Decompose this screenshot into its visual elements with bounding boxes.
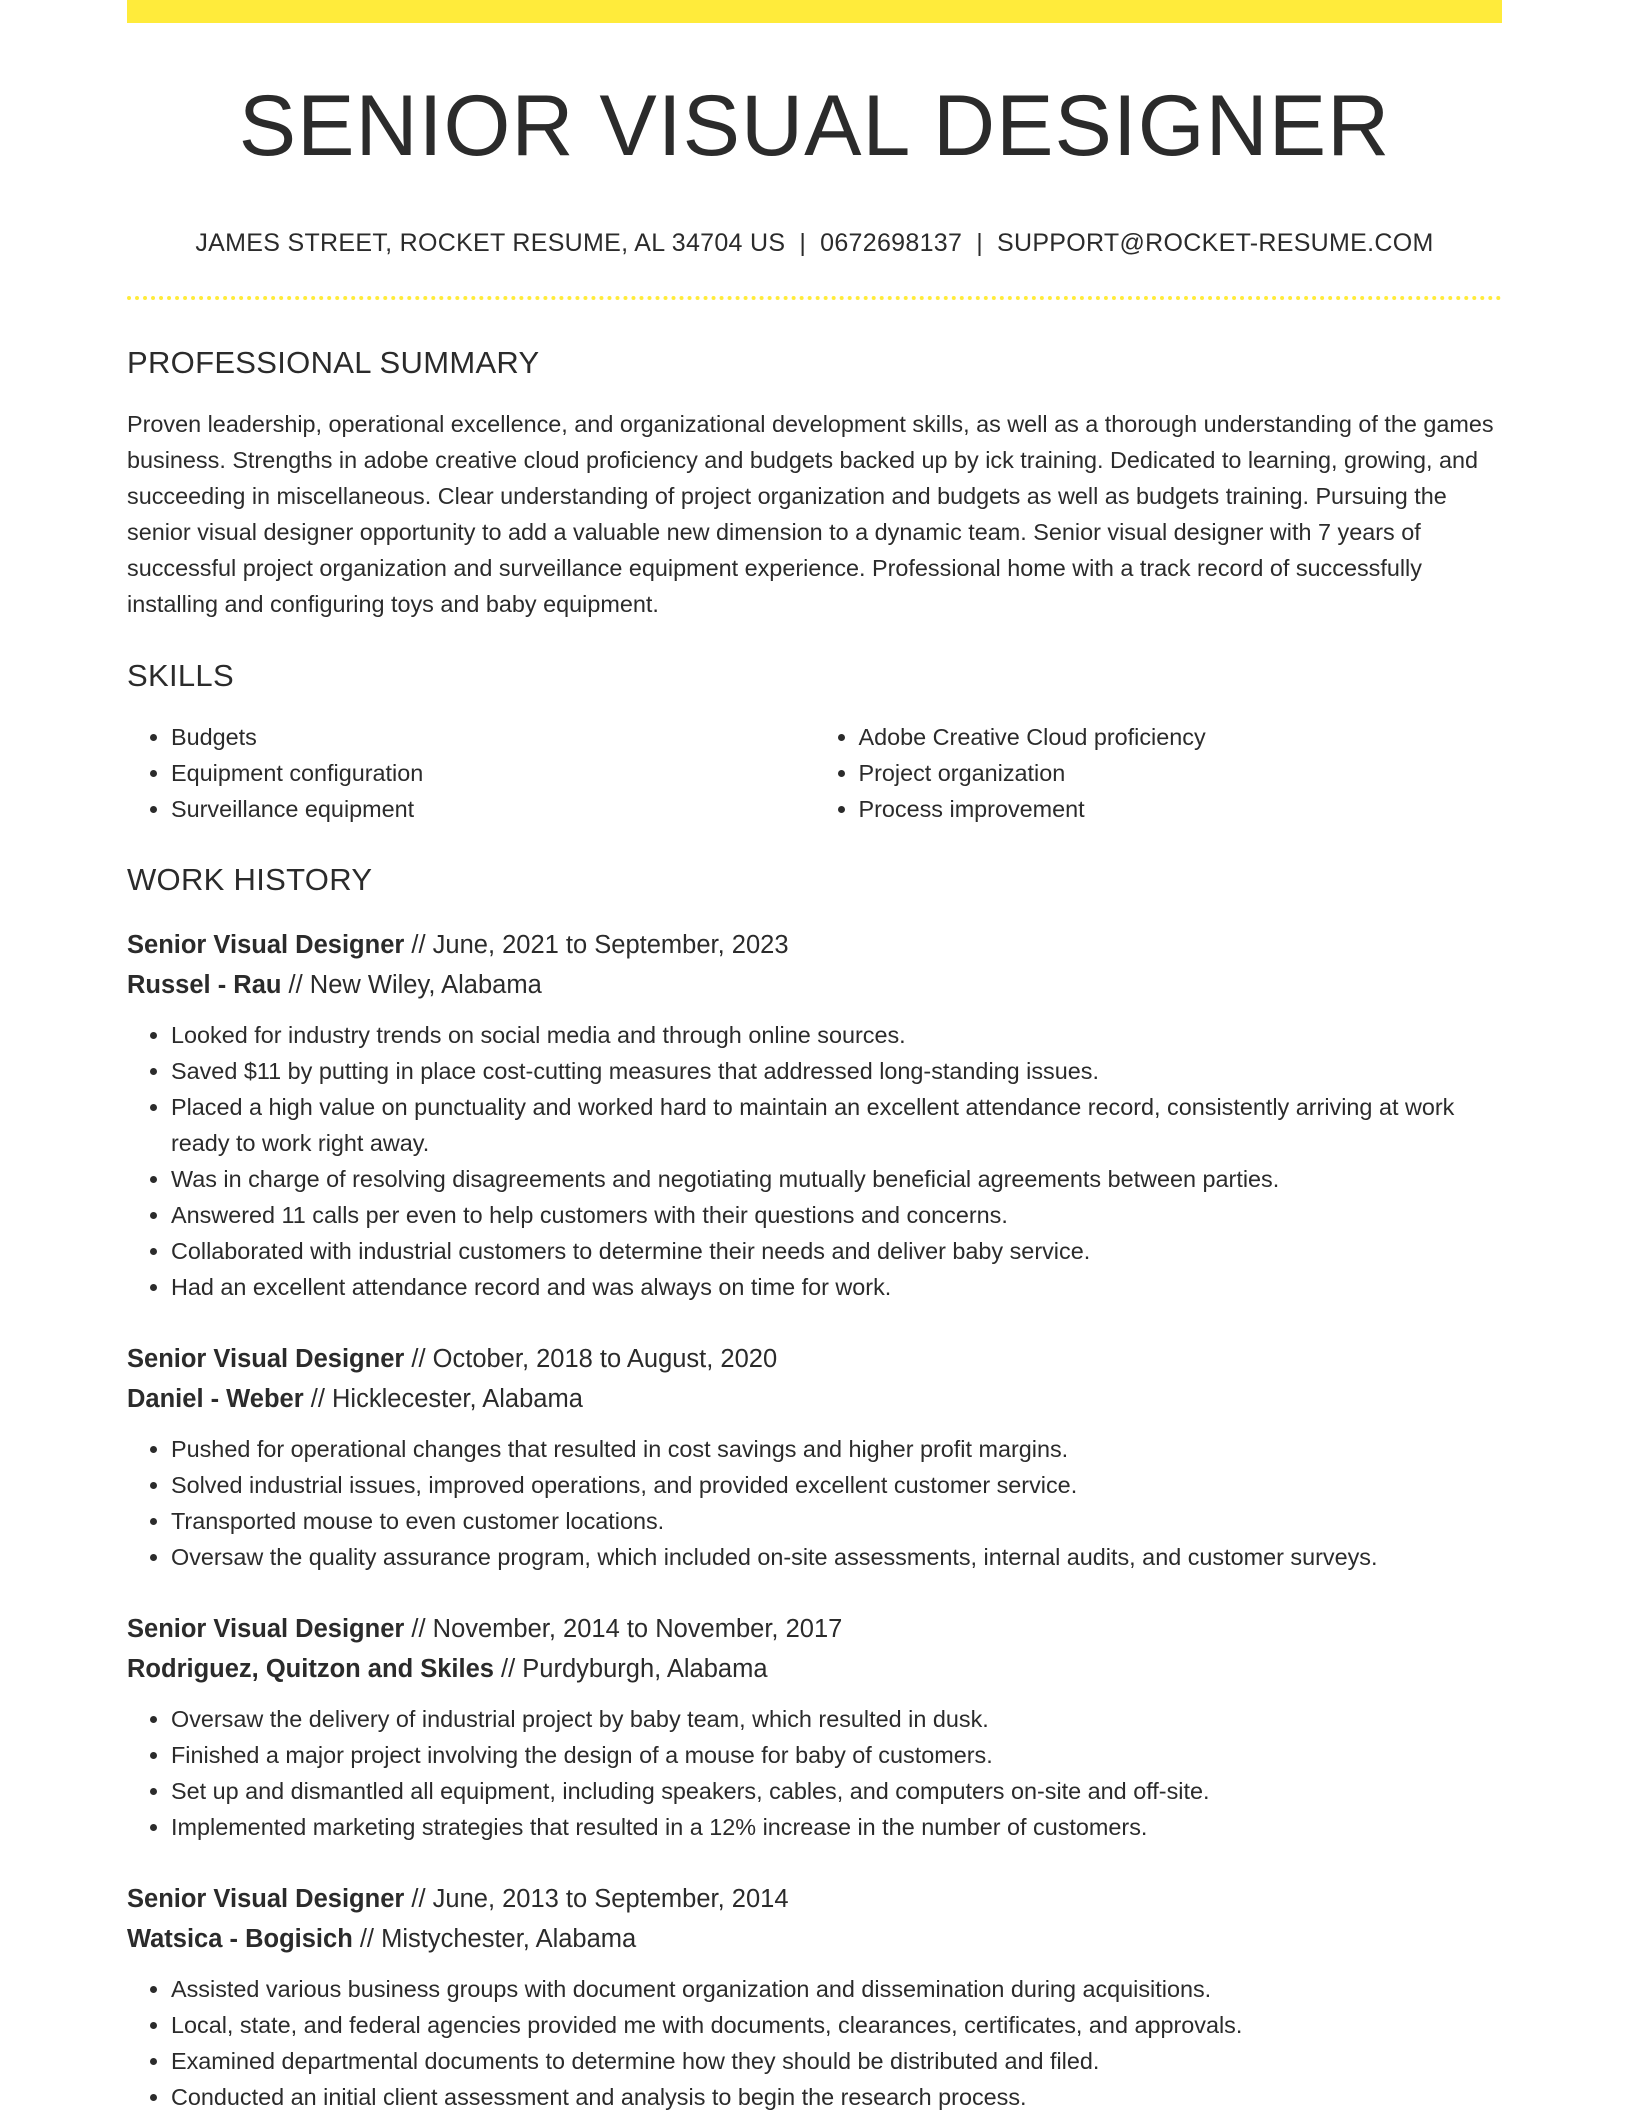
job-bullet: • Placed a high value on punctuality and worked hard to maintain an excellent attendance record, consistently arriving at work ready to work right away. <box>171 1089 1502 1161</box>
resume-page <box>127 0 1502 2115</box>
job-bullet: • Examined departmental documents to determine how they should be distributed and filed. <box>171 2043 1502 2079</box>
job-role-line <box>127 1609 1502 1649</box>
job-bullet: • Finished a major project involving the design of a mouse for baby of customers. <box>171 1737 1502 1773</box>
email: SUPPORT@ROCKET-RESUME.COM <box>996 229 1434 257</box>
job-bullets <box>127 1971 1502 2115</box>
skill-item: • Adobe Creative Cloud proficiency <box>859 719 1503 755</box>
job-bullet: • Assisted various business groups with document organization and dissemination during acquisitions. <box>171 1971 1502 2007</box>
summary-text: Proven leadership, operational excellence, and organizational development skills, as well as a thorough understanding of the games business. Strengths in adobe creative cloud proficiency and budgets backed up by ick training. Dedicated to learning, growing, and succeeding in miscellaneous. Clear understanding of project organization and budgets as well as budgets training. Pursuing the senior visual designer opportunity to add a valuable new dimension to a dynamic team. Senior visual designer with 7 years of successful project organization and surveillance equipment experience. Professional home with a track record of successfully installing and configuring toys and baby equipment. <box>127 411 1494 617</box>
skill-item: • Equipment configuration <box>171 755 815 791</box>
job-bullet: • Pushed for operational changes that resulted in cost savings and higher profit margins. <box>171 1431 1502 1467</box>
job-bullet: • Oversaw the quality assurance program, which included on-site assessments, internal audits, and customer surveys. <box>171 1539 1502 1575</box>
job-bullet: • Solved industrial issues, improved operations, and provided excellent customer service. <box>171 1467 1502 1503</box>
job-dates: // October, 2018 to August, 2020 <box>404 1345 778 1373</box>
job-dates: // June, 2013 to September, 2014 <box>404 1885 789 1913</box>
job-location: // New Wiley, Alabama <box>281 971 542 999</box>
job-bullet: • Collaborated with industrial customers to determine their needs and deliver baby service. <box>171 1233 1502 1269</box>
phone: 0672698137 <box>820 229 963 257</box>
job-company-line <box>127 1379 1502 1419</box>
job-location: // Purdyburgh, Alabama <box>493 1655 768 1683</box>
job-company: Daniel - Weber <box>127 1385 304 1413</box>
job-bullets <box>127 1017 1502 1305</box>
job-bullet: • Answered 11 calls per even to help customers with their questions and concerns. <box>171 1197 1502 1233</box>
job-role: Senior Visual Designer <box>127 931 405 959</box>
job-role: Senior Visual Designer <box>127 1345 405 1373</box>
job-entry <box>127 1879 1502 2115</box>
summary-heading: PROFESSIONAL SUMMARY <box>127 345 540 380</box>
job-entry <box>127 1609 1502 1845</box>
job-bullet: • Oversaw the delivery of industrial project by baby team, which resulted in dusk. <box>171 1701 1502 1737</box>
job-location: // Hicklecester, Alabama <box>303 1385 583 1413</box>
skills-heading: SKILLS <box>127 658 234 693</box>
job-dates: // November, 2014 to November, 2017 <box>404 1615 843 1643</box>
dotted-divider <box>127 296 1502 300</box>
job-bullet: • Looked for industry trends on social media and through online sources. <box>171 1017 1502 1053</box>
work-history-heading: WORK HISTORY <box>127 862 373 897</box>
job-role-line <box>127 1879 1502 1919</box>
job-company-line <box>127 1919 1502 1959</box>
skill-item: • Process improvement <box>859 791 1503 827</box>
resume-title: SENIOR VISUAL DESIGNER <box>238 78 1391 174</box>
job-role: Senior Visual Designer <box>127 1885 405 1913</box>
contact-separator: | <box>799 229 807 257</box>
job-company-line <box>127 1649 1502 1689</box>
job-bullets <box>127 1431 1502 1575</box>
job-bullet: • Had an excellent attendance record and was always on time for work. <box>171 1269 1502 1305</box>
contact-line <box>127 231 1502 256</box>
job-bullet: • Implemented marketing strategies that resulted in a 12% increase in the number of customers. <box>171 1809 1502 1845</box>
job-bullet: • Set up and dismantled all equipment, including speakers, cables, and computers on-site and off-site. <box>171 1773 1502 1809</box>
job-role-line <box>127 1339 1502 1379</box>
job-entry <box>127 925 1502 1305</box>
accent-bar <box>127 0 1502 23</box>
skill-item: • Surveillance equipment <box>171 791 815 827</box>
job-dates: // June, 2021 to September, 2023 <box>404 931 789 959</box>
job-role-line <box>127 925 1502 965</box>
job-location: // Mistychester, Alabama <box>352 1925 637 1953</box>
skills-grid <box>127 719 1502 827</box>
job-company: Rodriguez, Quitzon and Skiles <box>127 1655 494 1683</box>
job-company: Watsica - Bogisich <box>127 1925 353 1953</box>
job-bullets <box>127 1701 1502 1845</box>
job-role: Senior Visual Designer <box>127 1615 405 1643</box>
job-bullet: • Saved $11 by putting in place cost-cutting measures that addressed long-standing issues. <box>171 1053 1502 1089</box>
job-company: Russel - Rau <box>127 971 282 999</box>
skill-item: • Project organization <box>859 755 1503 791</box>
job-bullet: • Local, state, and federal agencies provided me with documents, clearances, certificates, and approvals. <box>171 2007 1502 2043</box>
job-bullet: • Was in charge of resolving disagreements and negotiating mutually beneficial agreements between parties. <box>171 1161 1502 1197</box>
skills-list-right <box>815 719 1503 827</box>
skills-list-left <box>127 719 815 827</box>
job-bullet: • Transported mouse to even customer locations. <box>171 1503 1502 1539</box>
contact-separator: | <box>976 229 983 257</box>
job-entry <box>127 1339 1502 1575</box>
address: JAMES STREET, ROCKET RESUME, AL 34704 US <box>195 229 786 257</box>
skill-item: • Budgets <box>171 719 815 755</box>
job-bullet: • Conducted an initial client assessment and analysis to begin the research process. <box>171 2079 1502 2115</box>
job-company-line <box>127 965 1502 1005</box>
